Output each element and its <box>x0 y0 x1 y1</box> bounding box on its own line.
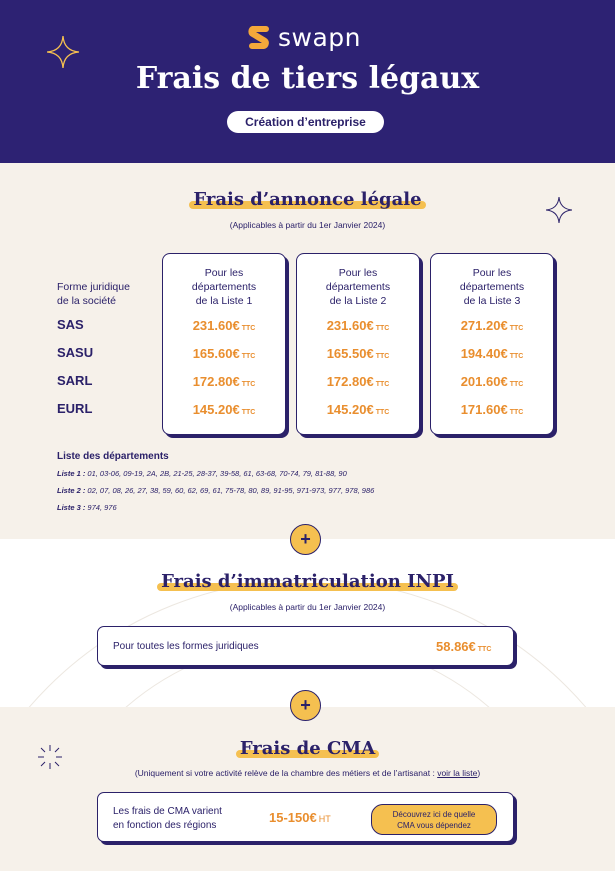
price-column-liste-2 <box>296 253 420 435</box>
brand-logo[interactable] <box>248 22 361 52</box>
column-header: Pour les départements de la Liste 1 <box>191 267 257 307</box>
row-label-sasu: SASU <box>57 345 94 360</box>
cma-discover-button[interactable]: Découvrez ici de quelle CMA vous dépendez <box>371 804 497 835</box>
price-cell: 201.60€ TTC <box>460 374 524 389</box>
row-header: Forme juridique de la société <box>57 281 130 307</box>
inpi-note: (Applicables à partir du 1er Janvier 2024) <box>229 602 386 612</box>
plus-icon: + <box>290 524 321 555</box>
cma-price: 15-150€ HT <box>269 810 331 825</box>
price-column-liste-1 <box>162 253 286 435</box>
column-header: Pour les départements de la Liste 2 <box>325 267 391 307</box>
inpi-fee-box <box>97 626 514 666</box>
cma-title: Frais de CMA <box>0 738 615 759</box>
price-cell: 145.20€ TTC <box>192 402 256 417</box>
plus-icon: + <box>290 690 321 721</box>
dept-list-title: Liste des départements <box>57 451 169 462</box>
inpi-title: Frais d’immatriculation INPI <box>0 571 615 592</box>
price-cell: 231.60€ TTC <box>192 318 256 333</box>
inpi-section <box>0 539 615 707</box>
dept-list-3: Liste 3 : 974, 976 <box>57 503 117 512</box>
cma-section <box>0 707 615 871</box>
price-cell: 231.60€ TTC <box>326 318 390 333</box>
annonce-title: Frais d’annonce légale <box>0 189 615 210</box>
row-label-sarl: SARL <box>57 373 93 388</box>
subtitle-badge: Création d’entreprise <box>227 111 384 133</box>
header-banner <box>0 0 615 163</box>
price-column-liste-3 <box>430 253 554 435</box>
inpi-price: 58.86€ TTC <box>436 639 492 654</box>
cma-label: Les frais de CMA varient en fonction des régions <box>113 806 222 831</box>
price-cell: 172.80€ TTC <box>326 374 390 389</box>
dept-list-1: Liste 1 : 01, 03-06, 09-19, 2A, 2B, 21-25, 28-37, 39-58, 61, 63-68, 70-74, 79, 81-88, 90 <box>57 469 347 478</box>
cma-list-link[interactable]: voir la liste <box>437 768 478 778</box>
price-cell: 145.20€ TTC <box>326 402 390 417</box>
page-title: Frais de tiers légaux <box>135 61 480 96</box>
brand-name: swapn <box>278 22 362 52</box>
column-header: Pour les départements de la Liste 3 <box>459 267 525 307</box>
row-label-sas: SAS <box>57 317 84 332</box>
inpi-label: Pour toutes les formes juridiques <box>113 641 259 652</box>
dept-list-2: Liste 2 : 02, 07, 08, 26, 27, 38, 59, 60, 62, 69, 61, 75-78, 80, 89, 91-95, 971-973, 977, 978, 986 <box>57 486 375 495</box>
annonce-note: (Applicables à partir du 1er Janvier 2024) <box>229 220 386 230</box>
swapn-logo-icon <box>248 24 270 51</box>
price-cell: 165.60€ TTC <box>192 346 256 361</box>
price-cell: 165.50€ TTC <box>326 346 390 361</box>
cma-note: (Uniquement si votre activité relève de la chambre des métiers et de l’artisanat : voir la liste) <box>134 768 481 778</box>
price-cell: 172.80€ TTC <box>192 374 256 389</box>
row-label-eurl: EURL <box>57 401 93 416</box>
price-cell: 171.60€ TTC <box>460 402 524 417</box>
price-cell: 194.40€ TTC <box>460 346 524 361</box>
price-cell: 271.20€ TTC <box>460 318 524 333</box>
